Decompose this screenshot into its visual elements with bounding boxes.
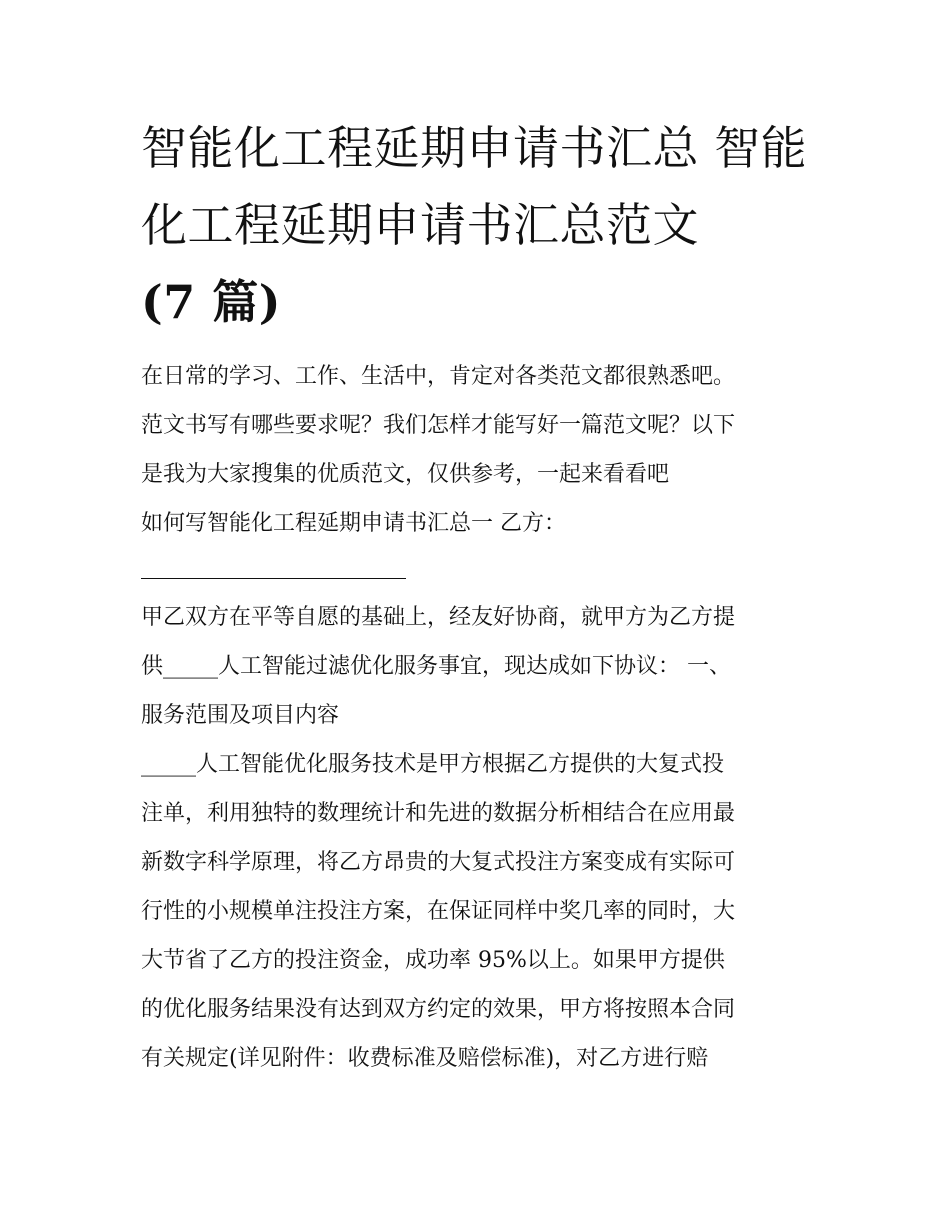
- intro-line: 是我为大家搜集的优质范文，仅供参考，一起来看看吧: [141, 462, 670, 487]
- intro-paragraph: [141, 352, 813, 499]
- paragraph-line: 大节省了乙方的投注资金，成功率 95%以上。如果甲方提供: [141, 948, 725, 973]
- paragraph-line: _____人工智能优化服务技术是甲方根据乙方提供的大复式投: [141, 752, 725, 777]
- paragraph-line: 甲乙双方在平等自愿的基础上，经友好协商，就甲方为乙方提: [141, 605, 736, 630]
- service-description-paragraph: [141, 740, 813, 1083]
- paragraph-line: 注单，利用独特的数理统计和先进的数据分析相结合在应用最: [141, 801, 736, 826]
- document-title-main: 智能化工程延期申请书汇总 智能化工程延期申请书汇总范文: [141, 121, 808, 252]
- paragraph-line: 供_____人工智能过滤优化服务事宜，现达成如下协议： 一、: [141, 654, 731, 679]
- paragraph-line: 行性的小规模单注投注方案，在保证同样中奖几率的同时，大: [141, 899, 736, 924]
- paragraph-line: 有关规定(详见附件：收费标准及赔偿标准)，对乙方进行赔: [141, 1046, 709, 1071]
- document-page: [141, 110, 813, 1083]
- intro-line: 范文书写有哪些要求呢？我们怎样才能写好一篇范文呢？以下: [141, 413, 736, 438]
- agreement-paragraph: [141, 593, 813, 740]
- section-heading: 如何写智能化工程延期申请书汇总一 乙方：: [141, 511, 566, 536]
- intro-line: 在日常的学习、工作、生活中，肯定对各类范文都很熟悉吧。: [141, 364, 736, 389]
- paragraph-line: 新数字科学原理，将乙方昂贵的大复式投注方案变成有实际可: [141, 850, 736, 875]
- signature-underline: [141, 548, 406, 579]
- document-title-count: (7 篇): [141, 275, 282, 329]
- document-title: [141, 110, 813, 341]
- paragraph-line: 服务范围及项目内容: [141, 703, 340, 728]
- paragraph-line: 的优化服务结果没有达到双方约定的效果，甲方将按照本合同: [141, 997, 736, 1022]
